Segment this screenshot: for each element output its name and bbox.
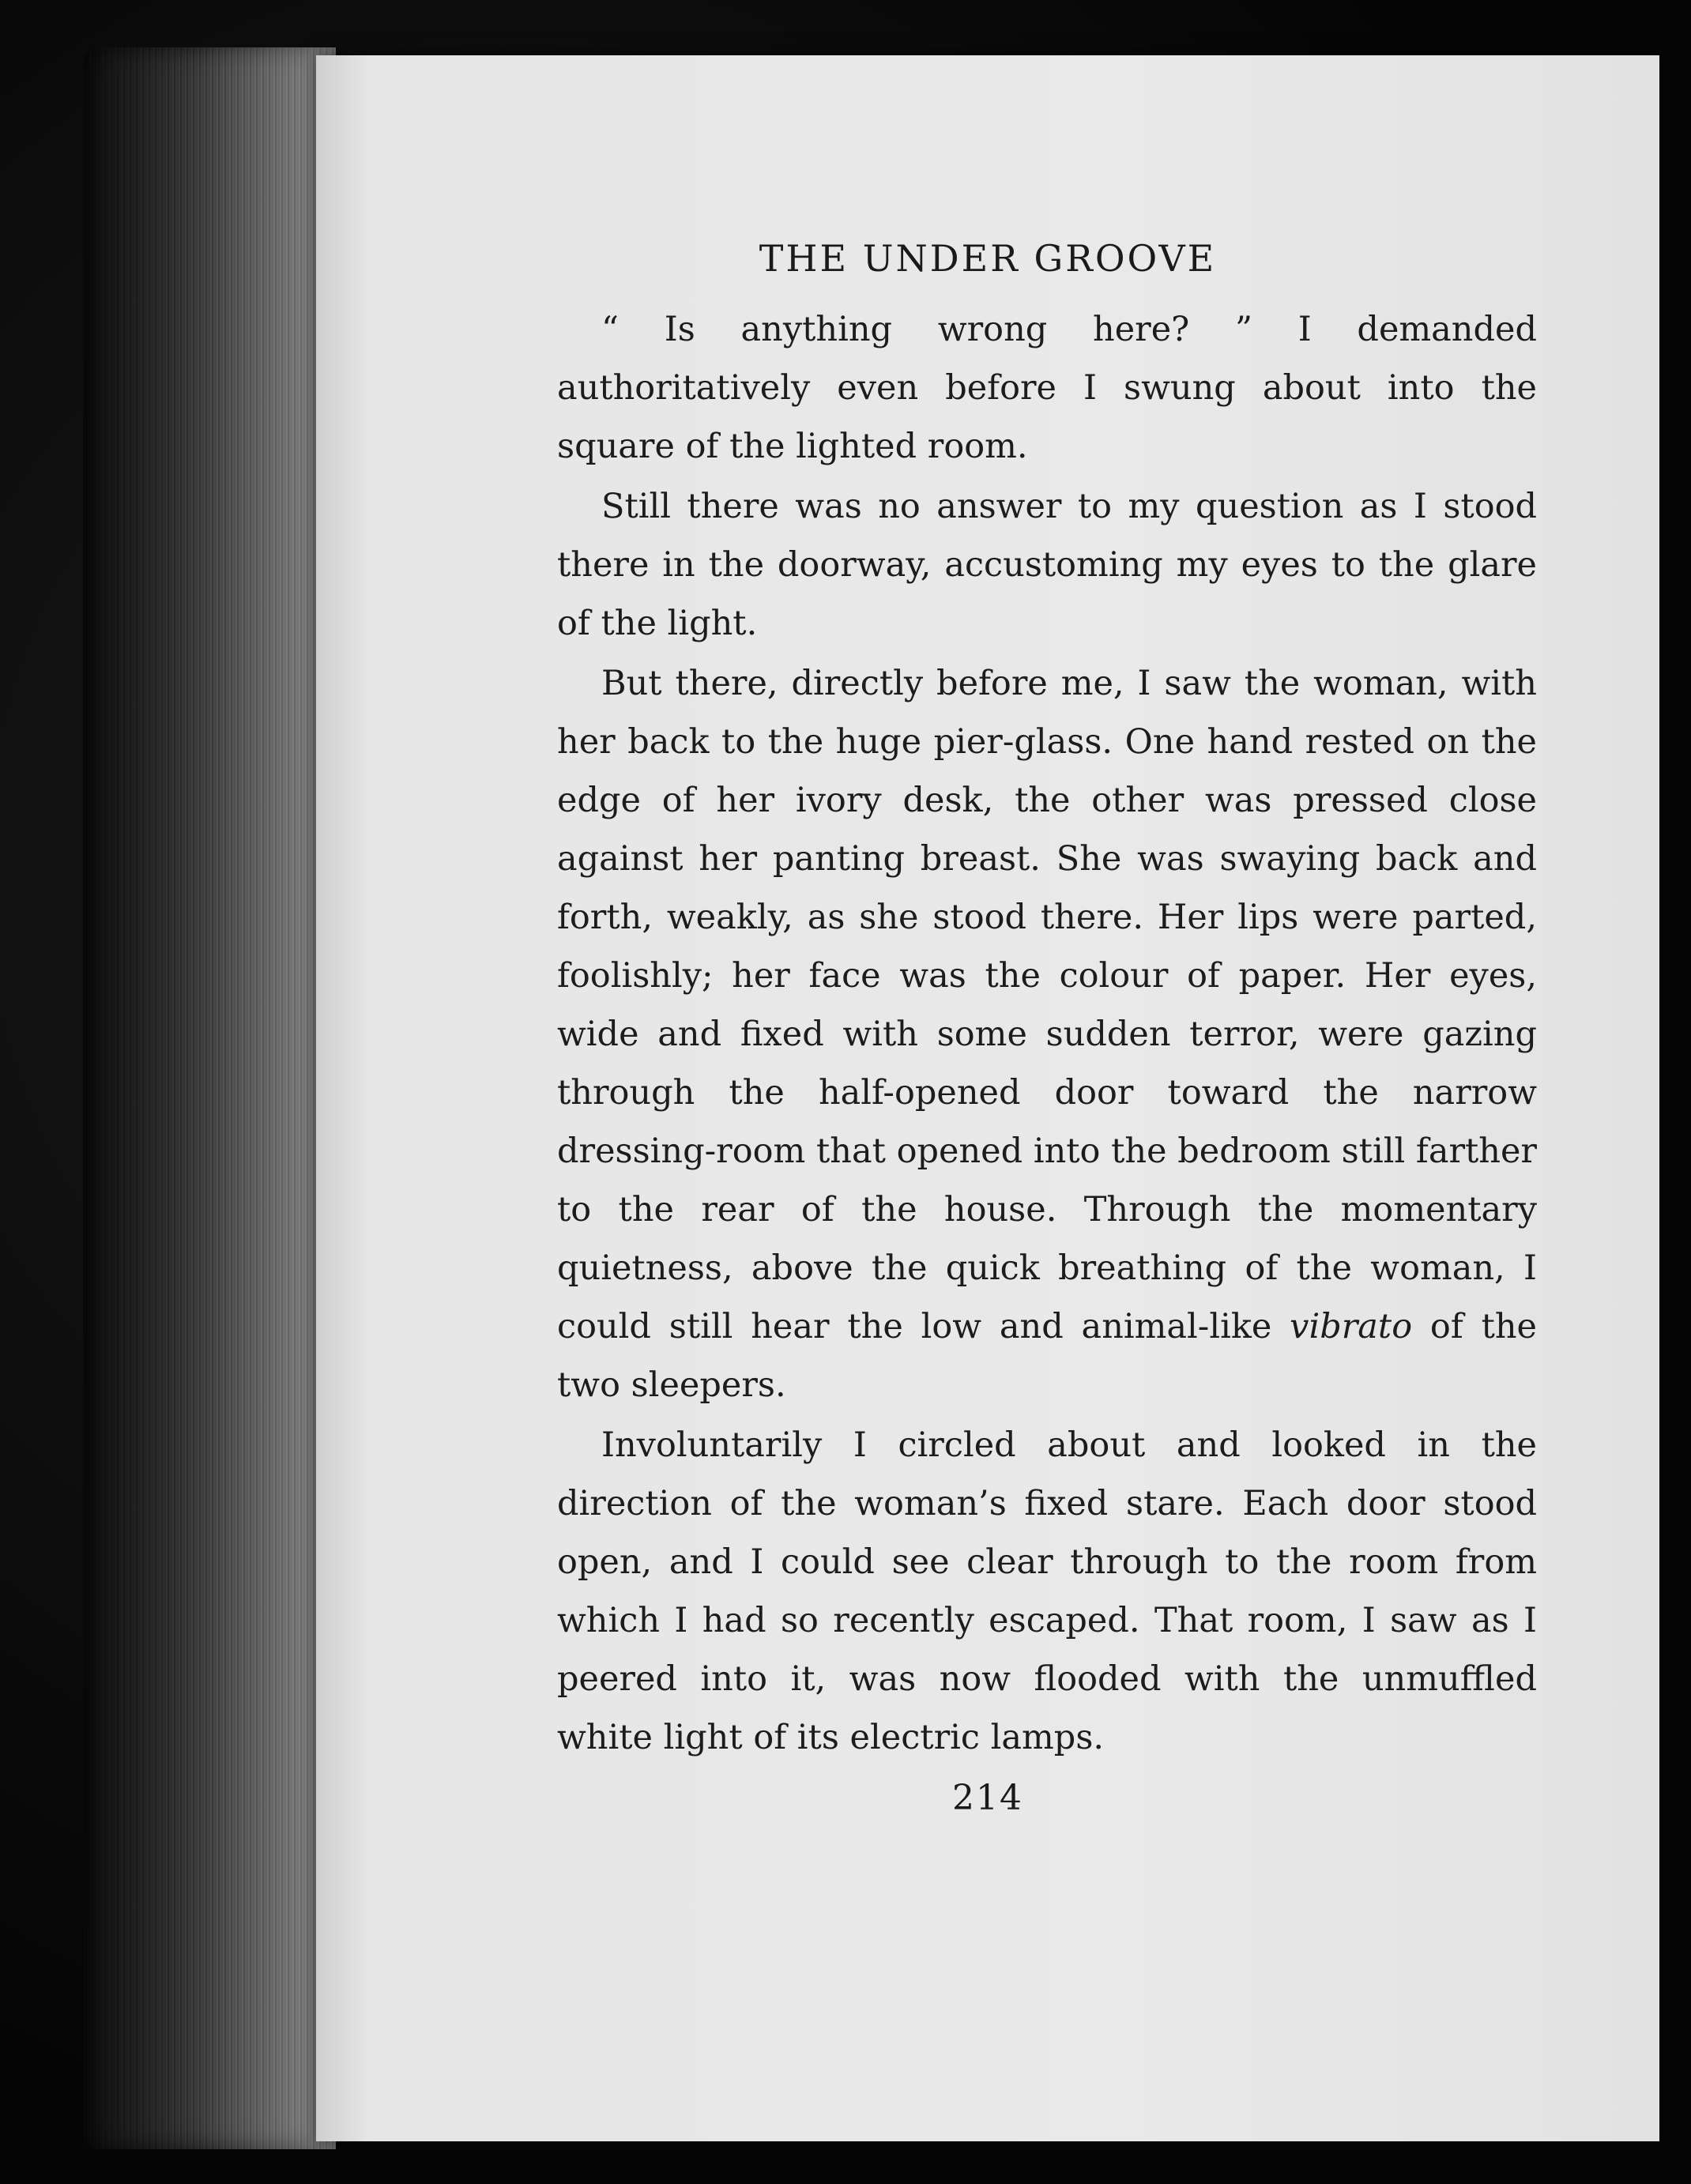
italic-word: vibrato (1290, 1307, 1413, 1346)
running-head: THE UNDER GROOVE (759, 237, 1217, 280)
page-number: 214 (952, 1778, 1023, 1818)
paragraph-4: Involuntarily I circled about and looked in the direction of the woman’s fixed stare. Each door stood open, and I could see clear through to the room from which I had so recently escaped. That room, I saw as I peered into it, was now flooded with the unmuffled white light of its electric lamps. (557, 1425, 1537, 1757)
paragraph-3-text: But there, directly before me, I saw the woman, with her back to the huge pier-glass. One hand rested on the edge of her ivory desk, the other was pressed close against her panting breast. She was swaying back and forth, weakly, as she stood there. Her lips were parted, foolishly; her face was the colour of paper. Her eyes, wide and fixed with some sudden terror, were gazing through the half-opened door toward the narrow dressing-room that opened into the bedroom still farther to the rear of the house. Through the momentary quietness, above the quick breathing of the woman, I could still hear the low and animal-like (557, 664, 1537, 1346)
paragraph-1: “ Is anything wrong here? ” I demanded authoritatively even before I swung about into the square of the lighted room. (557, 310, 1537, 466)
paragraph-3-tail: of the two sleepers. (557, 1307, 1537, 1405)
paragraph-3 (557, 654, 1537, 1414)
paragraph-2: Still there was no answer to my question as I stood there in the doorway, accustoming my eyes to the glare of the light. (557, 487, 1537, 643)
body-text (557, 300, 1537, 1768)
book-page-edges (83, 47, 336, 2149)
book-page (316, 55, 1659, 2141)
